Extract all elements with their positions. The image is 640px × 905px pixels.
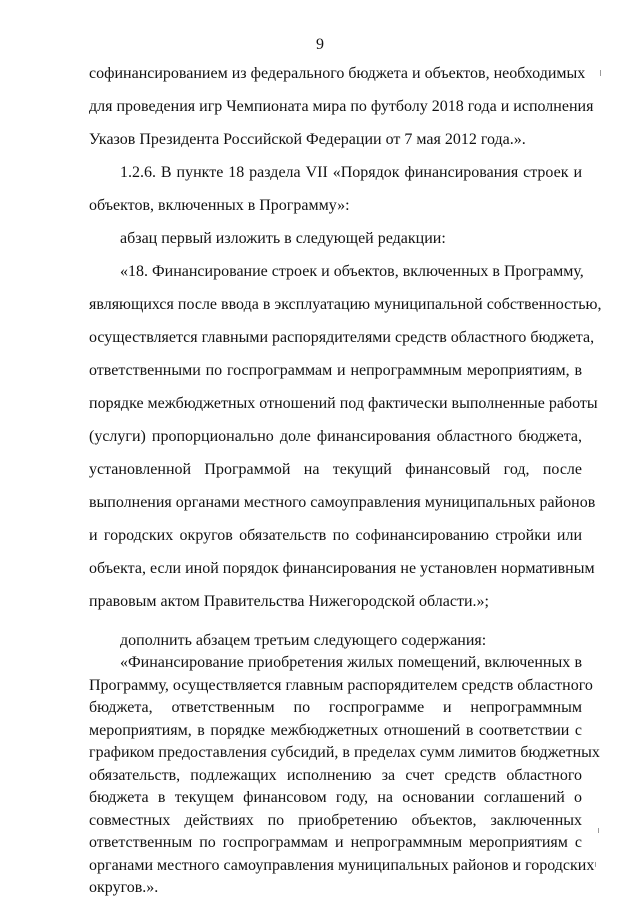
text-line: (услуги) пропорционально доле финансирования областного бюджета, <box>89 428 582 445</box>
text-line: мероприятиям, в порядке межбюджетных отношений в соответствии с <box>89 722 582 739</box>
text-line: 1.2.6. В пункте 18 раздела VII «Порядок финансирования строек и <box>120 164 582 181</box>
text-line: ответственными по госпрограммам и непрограммным мероприятиям, в <box>89 362 582 379</box>
text-line: ответственным по госпрограммам и непрограммным мероприятиям с <box>89 834 582 851</box>
text-line: правовым актом Правительства Нижегородской области.»; <box>89 593 489 610</box>
text-line: установленной Программой на текущий финансовый год, после <box>89 461 582 478</box>
text-line: «Финансирование приобретения жилых помещений, включенных в <box>120 654 582 671</box>
text-line: бюджета, ответственным по госпрограмме и непрограммным <box>89 699 582 716</box>
text-line: органами местного самоуправления муниципальных районов и городских <box>89 857 595 874</box>
text-line: объектов, включенных в Программу»: <box>89 197 350 214</box>
text-line: являющихся после ввода в эксплуатацию муниципальной собственностью, <box>89 296 602 313</box>
text-line: абзац первый изложить в следующей редакции: <box>120 230 446 247</box>
text-line: софинансированием из федерального бюджета и объектов, необходимых <box>89 65 586 82</box>
text-line: объекта, если иной порядок финансирования не установлен нормативным <box>89 560 595 577</box>
text-line: обязательств, подлежащих исполнению за счет средств областного <box>89 767 582 784</box>
text-line: порядке межбюджетных отношений под фактически выполненные работы <box>89 395 598 412</box>
text-line: округов.». <box>89 879 159 896</box>
scan-speck <box>595 862 596 867</box>
text-line: Программу, осуществляется главным распорядителем средств областного <box>89 677 593 694</box>
text-line: осуществляется главными распорядителями средств областного бюджета, <box>89 329 595 346</box>
text-line: «18. Финансирование строек и объектов, включенных в Программу, <box>120 263 584 280</box>
text-line: бюджета в текущем финансовом году, на основании соглашений о <box>89 789 582 806</box>
text-line: Указов Президента Российской Федерации от 7 мая 2012 года.». <box>89 131 526 148</box>
scan-speck <box>598 828 599 833</box>
page-number: 9 <box>316 36 324 53</box>
text-line: графиком предоставления субсидий, в пределах сумм лимитов бюджетных <box>89 744 600 761</box>
text-line: и городских округов обязательств по софинансированию стройки или <box>89 527 582 544</box>
text-line: совместных действиях по приобретению объектов, заключенных <box>89 812 582 829</box>
text-line: дополнить абзацем третьим следующего содержания: <box>120 632 487 649</box>
scan-speck <box>600 70 601 76</box>
text-line: выполнения органами местного самоуправления муниципальных районов <box>89 494 596 511</box>
text-line: для проведения игр Чемпионата мира по футболу 2018 года и исполнения <box>89 98 594 115</box>
